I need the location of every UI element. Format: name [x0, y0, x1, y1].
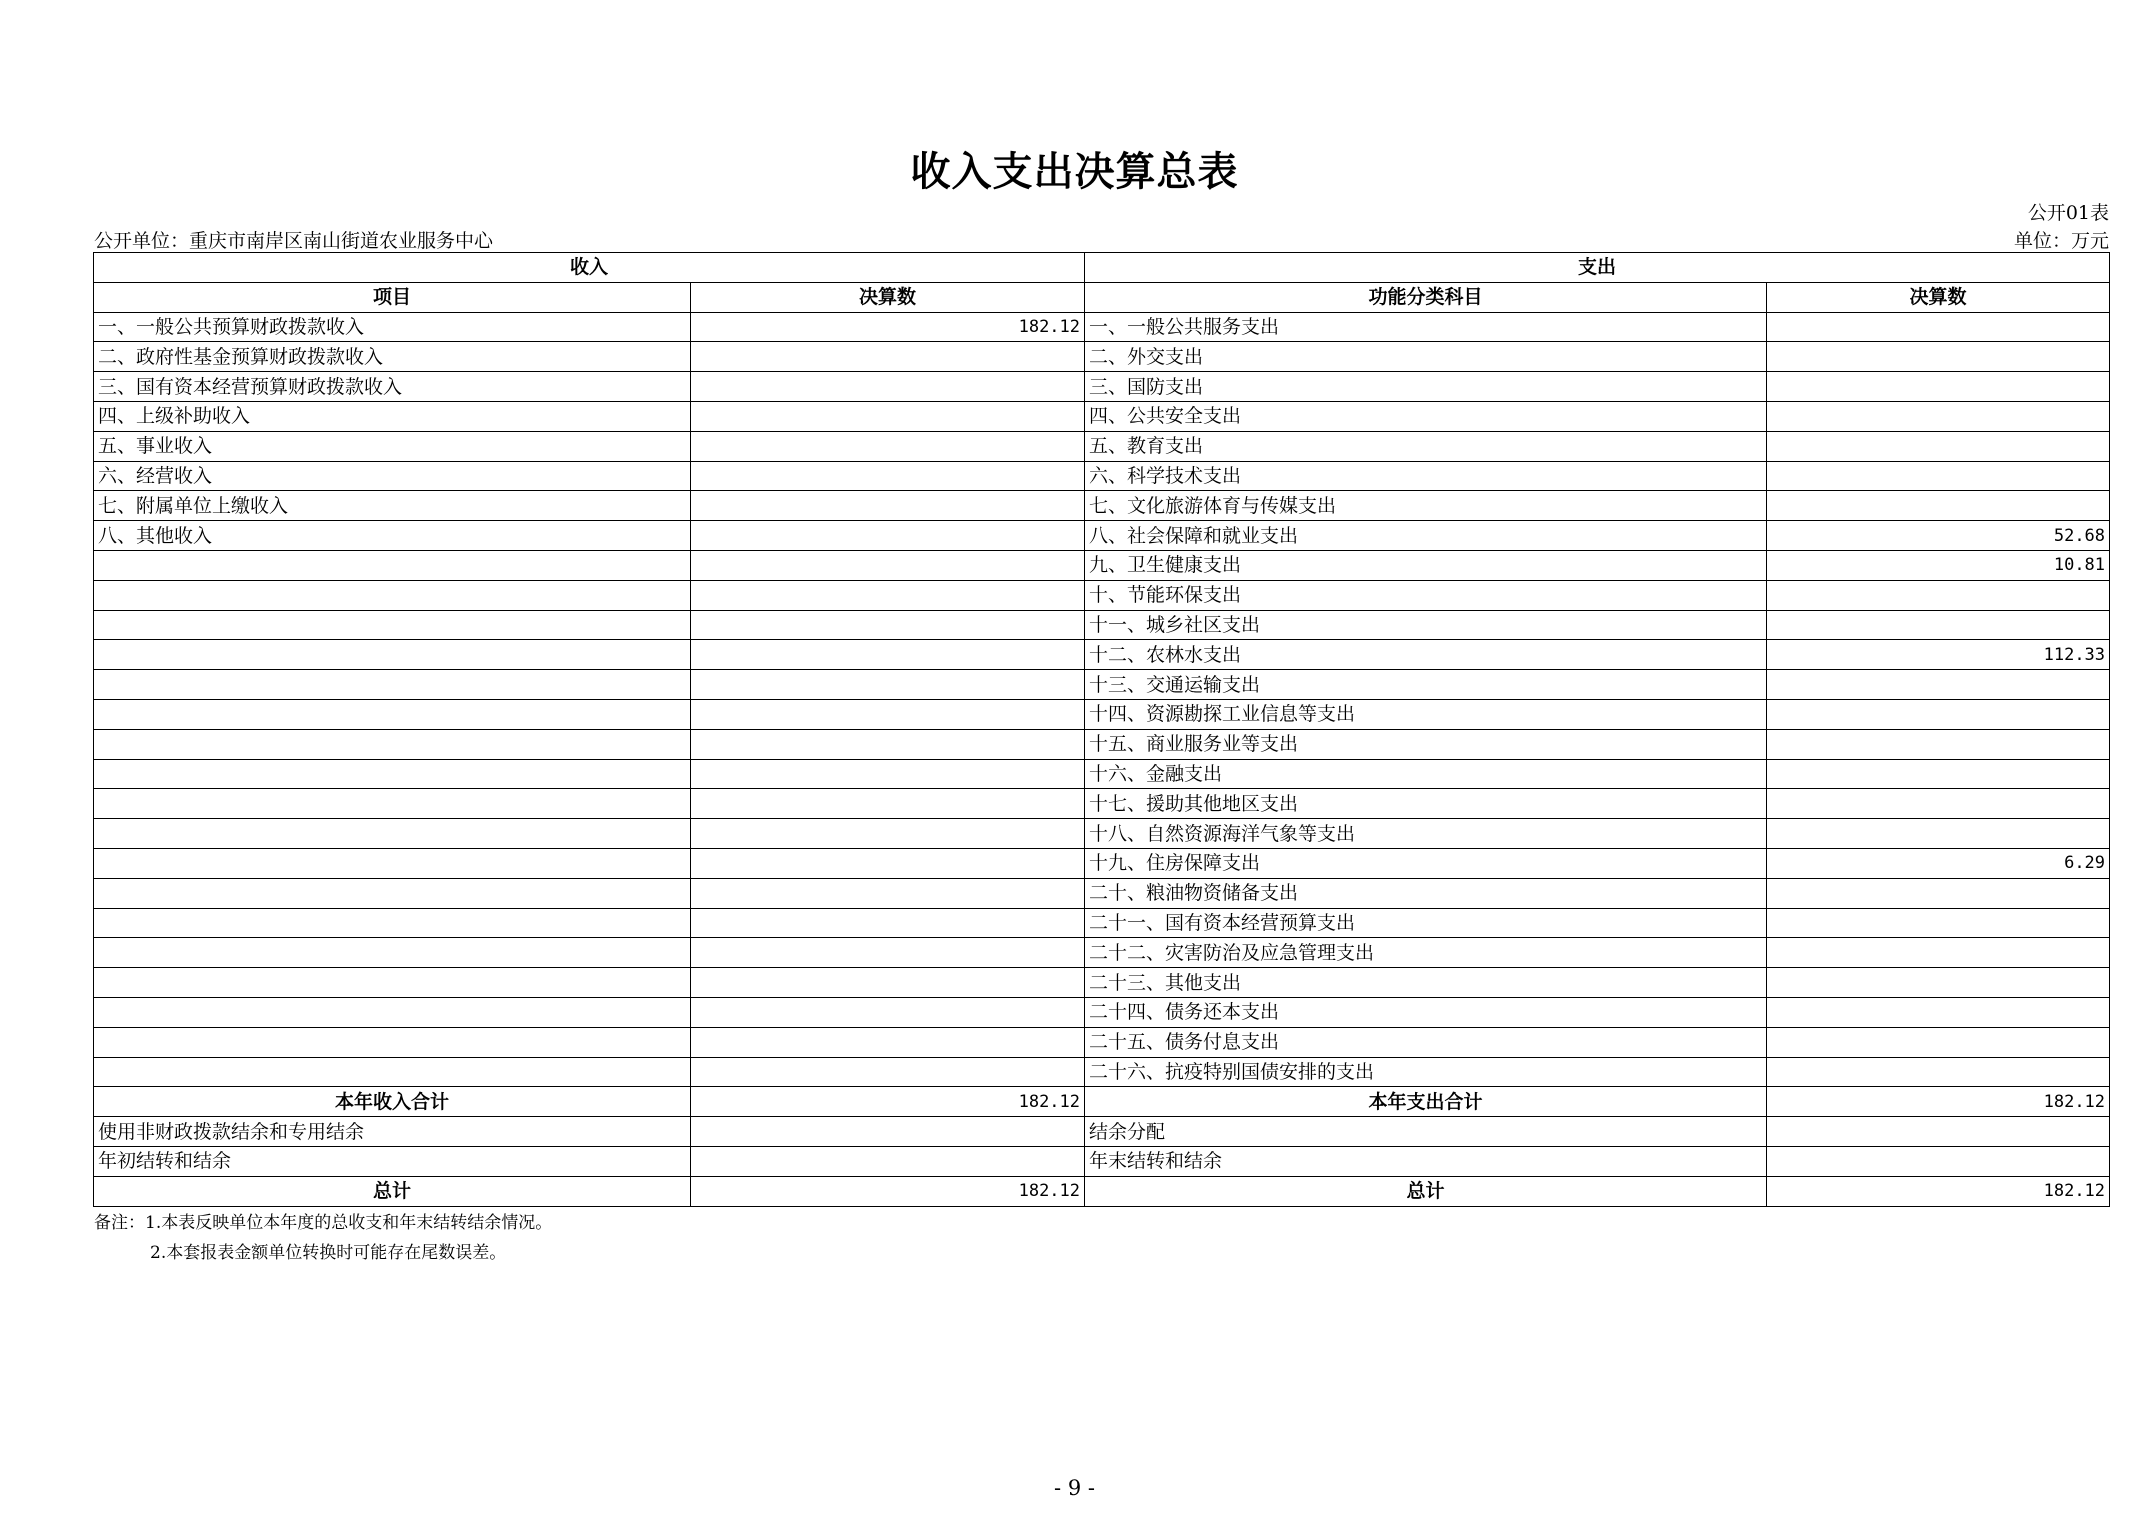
income-label: [94, 580, 691, 610]
income-amount: [691, 729, 1085, 759]
table-row: [94, 312, 2110, 342]
expense-label: 十一、城乡社区支出: [1085, 610, 1767, 640]
section-header-row: [94, 253, 2110, 283]
expense-amount: [1767, 372, 2110, 402]
currency-unit: 单位：万元: [2013, 230, 2109, 252]
income-amount: [691, 908, 1085, 938]
income-subtotal-amount: 182.12: [691, 1087, 1085, 1117]
income-label: 二、政府性基金预算财政拨款收入: [94, 342, 691, 372]
income-label: [94, 640, 691, 670]
extra-row: [94, 1146, 2110, 1176]
total-row: [94, 1176, 2110, 1206]
expense-label: 二十一、国有资本经营预算支出: [1085, 908, 1767, 938]
expense-label: 年末结转和结余: [1085, 1146, 1767, 1176]
income-label: 三、国有资本经营预算财政拨款收入: [94, 372, 691, 402]
expense-label: 二十五、债务付息支出: [1085, 1027, 1767, 1057]
income-total-amount: 182.12: [691, 1176, 1085, 1206]
table-row: [94, 848, 2110, 878]
expense-amount: [1767, 699, 2110, 729]
expense-label: 四、公共安全支出: [1085, 401, 1767, 431]
expense-amount: [1767, 1027, 2110, 1057]
expense-label: 八、社会保障和就业支出: [1085, 521, 1767, 551]
table-row: [94, 461, 2110, 491]
income-amount: [691, 789, 1085, 819]
expense-label: 十二、农林水支出: [1085, 640, 1767, 670]
table-row: [94, 610, 2110, 640]
expense-total-amount: 182.12: [1767, 1176, 2110, 1206]
expense-label: 五、教育支出: [1085, 431, 1767, 461]
table-row: [94, 878, 2110, 908]
table-row: [94, 580, 2110, 610]
income-amount: [691, 640, 1085, 670]
table-row: [94, 908, 2110, 938]
expense-amount: [1767, 1057, 2110, 1087]
income-amount: [691, 1146, 1085, 1176]
expense-amount: [1767, 580, 2110, 610]
expense-total-label: 总计: [1085, 1176, 1767, 1206]
expense-label: 十五、商业服务业等支出: [1085, 729, 1767, 759]
expense-label: 二十、粮油物资储备支出: [1085, 878, 1767, 908]
expense-amount: [1767, 1146, 2110, 1176]
income-expense-table: [93, 252, 2110, 1207]
income-amount: [691, 610, 1085, 640]
expense-label: 十九、住房保障支出: [1085, 848, 1767, 878]
table-row: [94, 938, 2110, 968]
income-label: [94, 729, 691, 759]
income-label: 四、上级补助收入: [94, 401, 691, 431]
income-amount: [691, 670, 1085, 700]
col-item-header: 项目: [94, 282, 691, 312]
income-label: [94, 699, 691, 729]
income-amount: [691, 461, 1085, 491]
table-row: [94, 968, 2110, 998]
note-2: 2.本套报表金额单位转换时可能存在尾数误差。: [150, 1243, 507, 1263]
expense-amount: [1767, 878, 2110, 908]
expense-label: 二十四、债务还本支出: [1085, 997, 1767, 1027]
expense-amount: [1767, 312, 2110, 342]
page-title: 收入支出决算总表: [910, 148, 1239, 195]
expense-amount: [1767, 968, 2110, 998]
table-row: [94, 670, 2110, 700]
income-amount: [691, 580, 1085, 610]
income-amount: [691, 342, 1085, 372]
col-func-header: 功能分类科目: [1085, 282, 1767, 312]
expense-label: 三、国防支出: [1085, 372, 1767, 402]
income-label: 五、事业收入: [94, 431, 691, 461]
income-amount: [691, 1057, 1085, 1087]
expense-label: 一、一般公共服务支出: [1085, 312, 1767, 342]
table-row: [94, 729, 2110, 759]
income-label: 年初结转和结余: [94, 1146, 691, 1176]
subtotal-row: [94, 1087, 2110, 1117]
expense-amount: [1767, 997, 2110, 1027]
income-label: [94, 968, 691, 998]
page-number: - 9 -: [1054, 1476, 1095, 1500]
income-total-label: 总计: [94, 1176, 691, 1206]
col-amount-header: 决算数: [691, 282, 1085, 312]
income-amount: [691, 431, 1085, 461]
expense-amount: [1767, 401, 2110, 431]
expense-label: 二十六、抗疫特别国债安排的支出: [1085, 1057, 1767, 1087]
expense-amount: [1767, 789, 2110, 819]
expense-amount: [1767, 610, 2110, 640]
income-label: [94, 848, 691, 878]
expense-amount: [1767, 819, 2110, 849]
expense-subtotal-label: 本年支出合计: [1085, 1087, 1767, 1117]
income-section-header: 收入: [94, 253, 1085, 283]
expense-label: 十六、金融支出: [1085, 759, 1767, 789]
income-label: [94, 938, 691, 968]
expense-amount: 52.68: [1767, 521, 2110, 551]
income-label: 六、经营收入: [94, 461, 691, 491]
income-label: [94, 1027, 691, 1057]
col-amount2-header: 决算数: [1767, 282, 2110, 312]
expense-label: 二、外交支出: [1085, 342, 1767, 372]
income-amount: [691, 521, 1085, 551]
table-row: [94, 997, 2110, 1027]
expense-label: 十七、援助其他地区支出: [1085, 789, 1767, 819]
extra-row: [94, 1117, 2110, 1147]
expense-label: 十、节能环保支出: [1085, 580, 1767, 610]
income-amount: [691, 759, 1085, 789]
expense-amount: [1767, 670, 2110, 700]
table-row: [94, 491, 2110, 521]
expense-amount: 6.29: [1767, 848, 2110, 878]
expense-amount: [1767, 729, 2110, 759]
expense-label: 十三、交通运输支出: [1085, 670, 1767, 700]
income-subtotal-label: 本年收入合计: [94, 1087, 691, 1117]
table-footer: [94, 1087, 2110, 1206]
table-row: [94, 699, 2110, 729]
income-label: 使用非财政拨款结余和专用结余: [94, 1117, 691, 1147]
income-amount: [691, 550, 1085, 580]
table-row: [94, 1057, 2110, 1087]
income-amount: [691, 699, 1085, 729]
expense-amount: [1767, 342, 2110, 372]
income-amount: [691, 401, 1085, 431]
income-label: [94, 1057, 691, 1087]
income-amount: [691, 1027, 1085, 1057]
expense-label: 结余分配: [1085, 1117, 1767, 1147]
income-label: 八、其他收入: [94, 521, 691, 551]
table-row: [94, 550, 2110, 580]
expense-amount: 10.81: [1767, 550, 2110, 580]
income-amount: [691, 372, 1085, 402]
income-label: [94, 759, 691, 789]
income-amount: [691, 997, 1085, 1027]
table-row: [94, 819, 2110, 849]
expense-amount: [1767, 938, 2110, 968]
note-1: 备注：1.本表反映单位本年度的总收支和年末结转结余情况。: [94, 1213, 553, 1233]
reporting-unit: 公开单位：重庆市南岸区南山街道农业服务中心: [94, 230, 494, 252]
income-label: [94, 670, 691, 700]
income-amount: [691, 1117, 1085, 1147]
income-label: [94, 997, 691, 1027]
income-label: [94, 819, 691, 849]
form-code: 公开01表: [2027, 202, 2109, 224]
income-amount: [691, 819, 1085, 849]
expense-label: 二十三、其他支出: [1085, 968, 1767, 998]
expense-label: 二十二、灾害防治及应急管理支出: [1085, 938, 1767, 968]
expense-amount: [1767, 491, 2110, 521]
table-row: [94, 759, 2110, 789]
expense-amount: 112.33: [1767, 640, 2110, 670]
income-label: [94, 610, 691, 640]
income-amount: [691, 878, 1085, 908]
income-amount: 182.12: [691, 312, 1085, 342]
income-amount: [691, 491, 1085, 521]
expense-label: 十八、自然资源海洋气象等支出: [1085, 819, 1767, 849]
table-row: [94, 521, 2110, 551]
column-header-row: [94, 282, 2110, 312]
income-amount: [691, 968, 1085, 998]
income-label: 一、一般公共预算财政拨款收入: [94, 312, 691, 342]
table-body: [94, 312, 2110, 1087]
expense-amount: [1767, 431, 2110, 461]
expense-label: 九、卫生健康支出: [1085, 550, 1767, 580]
income-label: [94, 550, 691, 580]
expense-amount: [1767, 908, 2110, 938]
income-amount: [691, 848, 1085, 878]
table-row: [94, 342, 2110, 372]
expense-subtotal-amount: 182.12: [1767, 1087, 2110, 1117]
income-label: [94, 908, 691, 938]
table-row: [94, 1027, 2110, 1057]
income-label: 七、附属单位上缴收入: [94, 491, 691, 521]
expense-section-header: 支出: [1085, 253, 2110, 283]
table-row: [94, 431, 2110, 461]
expense-amount: [1767, 1117, 2110, 1147]
expense-amount: [1767, 759, 2110, 789]
table-row: [94, 401, 2110, 431]
expense-amount: [1767, 461, 2110, 491]
expense-label: 十四、资源勘探工业信息等支出: [1085, 699, 1767, 729]
expense-label: 六、科学技术支出: [1085, 461, 1767, 491]
income-amount: [691, 938, 1085, 968]
table-row: [94, 640, 2110, 670]
table-row: [94, 372, 2110, 402]
notes: [94, 1208, 552, 1268]
income-label: [94, 878, 691, 908]
expense-label: 七、文化旅游体育与传媒支出: [1085, 491, 1767, 521]
table-row: [94, 789, 2110, 819]
income-label: [94, 789, 691, 819]
